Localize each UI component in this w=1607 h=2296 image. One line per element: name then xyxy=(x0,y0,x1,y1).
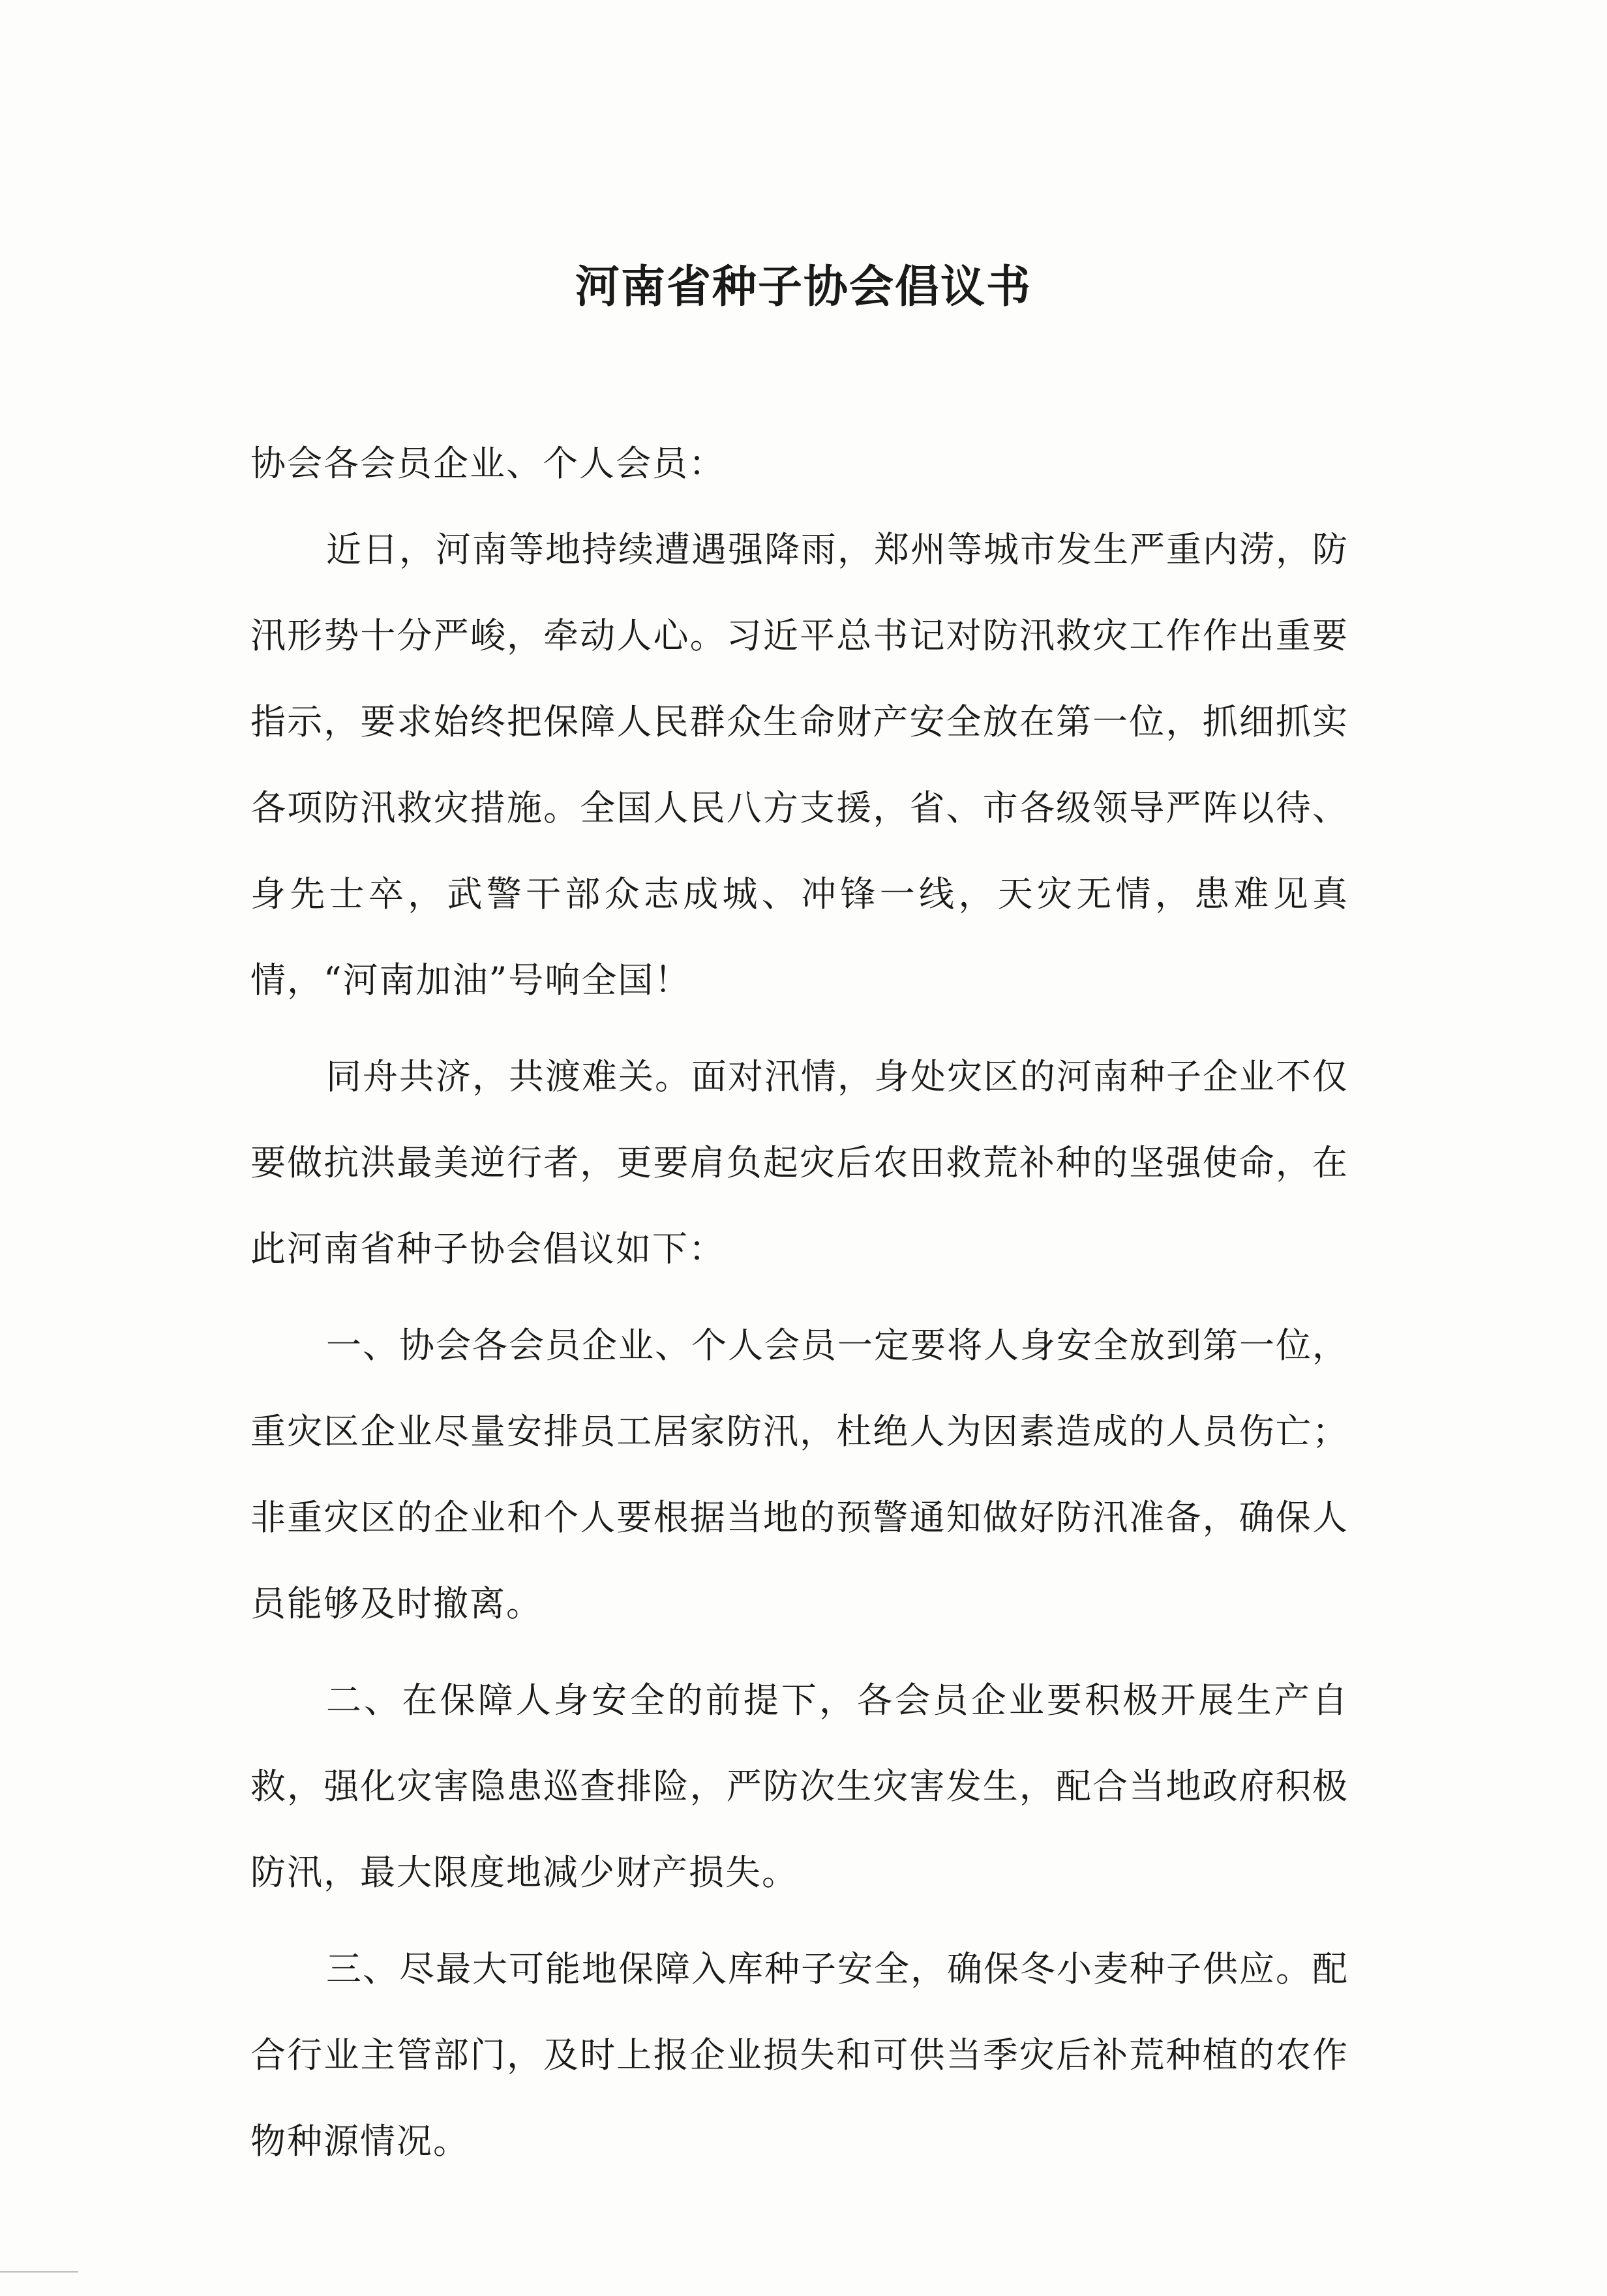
paragraph-item-1: 一、协会各会员企业、个人会员一定要将人身安全放到第一位，重灾区企业尽量安排员工居家防汛，杜绝人为因素造成的人员伤亡；非重灾区的企业和个人要根据当地的预警通知做好防汛准备，确保人员能够及时撤离。 xyxy=(250,1325,1349,1624)
salutation: 协会各会员企业、个人会员： xyxy=(250,443,725,484)
document-title: 河南省种子协会倡议书 xyxy=(575,261,1032,313)
scan-edge-mark xyxy=(0,2271,78,2273)
paragraph-intro: 近日，河南等地持续遭遇强降雨，郑州等城市发生严重内涝，防汛形势十分严峻，牵动人心。习近平总书记对防汛救灾工作作出重要指示，要求始终把保障人民群众生命财产安全放在第一位，抓细抓实各项防汛救灾措施。全国人民八方支援，省、市各级领导严阵以待、身先士卒，武警干部众志成城、冲锋一线，天灾无情，患难见真情，“河南加油”号响全国！ xyxy=(250,529,1349,1001)
paragraph-proposal-lead: 同舟共济，共渡难关。面对汛情，身处灾区的河南种子企业不仅要做抗洪最美逆行者，更要肩负起灾后农田救荒补种的坚强使命，在此河南省种子协会倡议如下： xyxy=(250,1056,1349,1269)
document-body xyxy=(250,421,1349,2195)
paragraph-item-2: 二、在保障人身安全的前提下，各会员企业要积极开展生产自救，强化灾害隐患巡查排险，严防次生灾害发生，配合当地政府积极防汛，最大限度地减少财产损失。 xyxy=(250,1680,1349,1893)
paragraph-item-3: 三、尽最大可能地保障入库种子安全，确保冬小麦种子供应。配合行业主管部门，及时上报企业损失和可供当季灾后补荒种植的农作物种源情况。 xyxy=(250,1948,1349,2162)
